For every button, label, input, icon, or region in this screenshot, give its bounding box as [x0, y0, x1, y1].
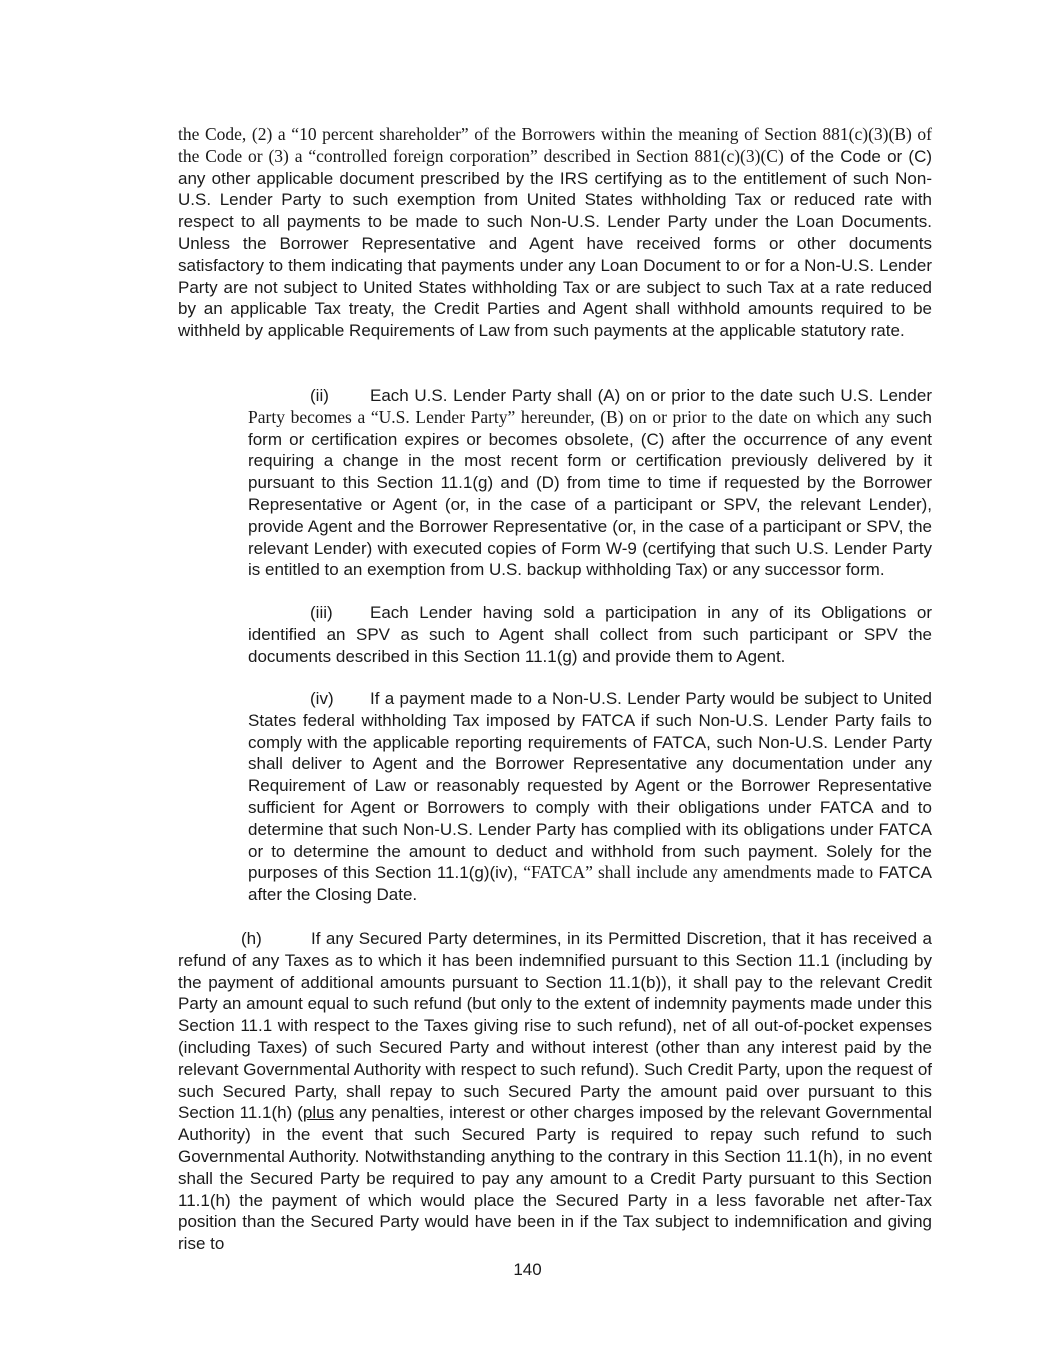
serif-text-run: the Code, (2) a “10 percent shareholder” of the Borrowers within the meaning of Section 881(c)(3)(B) of the Code or (3) a “controlled foreign corporation” described in Section 881(c)(3)(C): [178, 124, 932, 166]
continuation-paragraph: [178, 124, 932, 342]
subsection-iv: [248, 688, 932, 906]
subsection-label: (iv): [310, 689, 334, 708]
subsection-h: [178, 928, 932, 1255]
paragraph-text: If a payment made to a Non-U.S. Lender Party would be subject to United States federal withholding Tax imposed by FATCA if such Non-U.S. Lender Party fails to comply with the applicable reporting requirements of FATCA, such Non-U.S. Lender Party shall deliver to Agent and the Borrower Representative any documentation under any Requirement of Law or reasonably requested by Agent or the Borrower Representative sufficient for Agent or Borrowers to comply with their obligations under FATCA and to determine that such Non-U.S. Lender Party has complied with its obligations under FATCA or to determine the amount to deduct and withhold from such payment. Solely for the purposes of this Section 11.1(g)(iv),: [248, 689, 932, 883]
paragraph-text: Each U.S. Lender Party shall (A) on or prior to the date such U.S. Lender: [370, 386, 932, 405]
paragraph-text: any penalties, interest or other charges imposed by the relevant Governmental Authority) in the event that such Secured Party is required to repay such refund to such Governmental Authority. Notwithstanding anything to the contrary in this Section 11.1(h), in no event shall the Secured Party be required to pay any amount to a Credit Party pursuant to this Section 11.1(h) the payment of which would place the Secured Party in a less favorable net after-Tax position than the Secured Party would have been in if the Tax subject to indemnification and giving rise to: [178, 1103, 932, 1254]
subsection-ii: [248, 385, 932, 581]
subsection-label: (iii): [310, 603, 333, 622]
paragraph-text: such form or certification expires or becomes obsolete, (C) after the occurrence of any event requiring a change in the most recent form or certification previously delivered by it pursuant to this Section 11.1(g) and (D) from time to time if requested by the Borrower Representative or Agent (or, in the case of a participant or SPV, the relevant Lender), provide Agent and the Borrower Representative (or, in the case of a participant or SPV, the relevant Lender) with executed copies of Form W-9 (certifying that such U.S. Lender Party is entitled to an exemption from U.S. backup withholding Tax) or any successor form.: [248, 407, 932, 580]
paragraph-text: Each Lender having sold a participation in any of its Obligations or identified an SPV as such to Agent shall collect from such participant or SPV the documents described in this Section 11.1(g) and provide them to Agent.: [248, 603, 932, 666]
page-number: 140: [513, 1260, 542, 1279]
subsection-iii: [248, 602, 932, 667]
paragraph-text: FATCA after the Closing Date.: [248, 863, 933, 905]
paragraph-text: of the Code or (C) any other applicable document prescribed by the IRS certifying as to the entitlement of such Non-U.S. Lender Party to such exemption from United States withholding Tax or reduced rate with respect to all payments to be made to such Non-U.S. Lender Party under the Loan Documents. Unless the Borrower Representative and Agent have received forms or other documents satisfactory to them indicating that payments under any Loan Document to or for a Non-U.S. Lender Party are not subject to United States withholding Tax or are subject to such Tax at a rate reduced by an applicable Tax treaty, the Credit Parties and Agent shall withhold amounts required to be withheld by applicable Requirements of Law from such payments at the applicable statutory rate.: [178, 146, 933, 341]
serif-text-run: Party becomes a “U.S. Lender Party” hereunder, (B) on or prior to the date on which any: [248, 406, 891, 427]
underlined-term: plus: [302, 1103, 335, 1123]
subsection-label: (ii): [310, 386, 329, 405]
serif-text-run: “FATCA” shall include any amendments made to: [523, 862, 874, 883]
subsection-label: (h): [241, 929, 262, 948]
paragraph-text: If any Secured Party determines, in its Permitted Discretion, that it has received a refund of any Taxes as to which it has been indemnified pursuant to this Section 11.1 (including by the payment of additional amounts pursuant to Section 11.1(b)), it shall pay to the relevant Credit Party an amount equal to such refund (but only to the extent of indemnity payments made under this Section 11.1 with respect to the Taxes giving rise to such refund), net of all out-of-pocket expenses (including Taxes) of such Secured Party and without interest (other than any interest paid by the relevant Governmental Authority with respect to such refund). Such Credit Party, upon the request of such Secured Party, shall repay to such Secured Party the amount paid over pursuant to this Section 11.1(h) (: [178, 929, 932, 1123]
